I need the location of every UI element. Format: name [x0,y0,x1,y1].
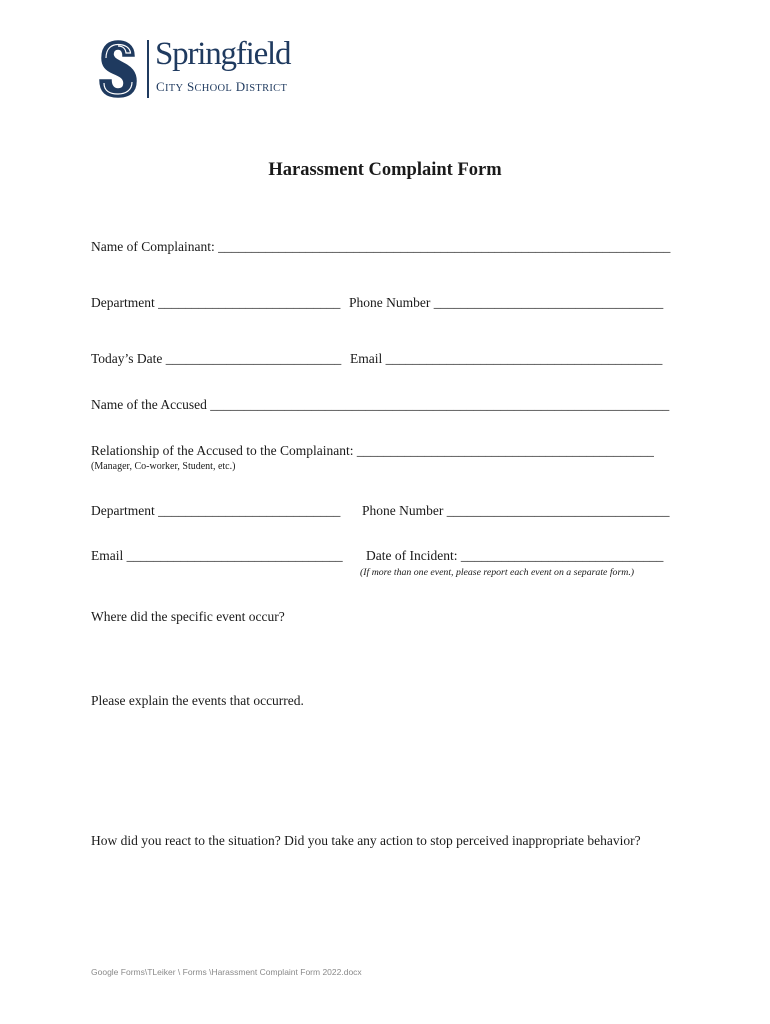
accused-name-field[interactable]: Name of the Accused ____________________________________________________________________ [91,397,670,412]
footer-file-path: Google Forms\TLeiker \ Forms \Harassment Complaint Form 2022.docx [91,967,362,977]
springfield-s-emblem-icon [96,38,140,100]
logo-subtitle-district-rest: ISTRICT [245,83,288,94]
phone-number-field[interactable]: Phone Number __________________________________ [349,295,664,310]
accused-department-field[interactable]: Department ___________________________ [91,503,341,518]
question-where: Where did the specific event occur? [91,609,285,624]
question-explain: Please explain the events that occurred. [91,693,304,708]
logo-wordmark: Springfield [155,36,291,72]
accused-phone-number-field[interactable]: Phone Number _________________________________ [362,503,670,518]
relationship-hint: (Manager, Co-worker, Student, etc.) [91,461,236,472]
email-field[interactable]: Email _________________________________________ [350,351,663,366]
incident-note: (If more than one event, please report each event on a separate form.) [360,567,635,578]
logo-subtitle [156,79,287,95]
todays-date-field[interactable]: Today’s Date __________________________ [91,351,342,366]
accused-email-field[interactable]: Email ________________________________ [91,548,343,563]
logo-subtitle-school-rest: CHOOL [194,83,233,94]
question-react: How did you react to the situation? Did you take any action to stop perceived inappropriate behavior? [91,833,641,848]
logo-subtitle-district-initial: D [235,79,246,94]
form-title: Harassment Complaint Form [268,160,502,180]
logo-divider [147,40,149,98]
complainant-name-field[interactable]: Name of Complainant: ___________________________________________________________________ [91,239,671,254]
date-of-incident-field[interactable]: Date of Incident: ______________________________ [366,548,664,563]
logo-subtitle-school-initial: S [186,79,195,94]
department-field[interactable]: Department ___________________________ [91,295,341,310]
logo-subtitle-city-rest: ITY [164,83,184,94]
logo-subtitle-city-initial: C [156,79,165,94]
relationship-field[interactable]: Relationship of the Accused to the Complainant: ____________________________________________ [91,443,654,458]
district-logo [96,38,306,100]
